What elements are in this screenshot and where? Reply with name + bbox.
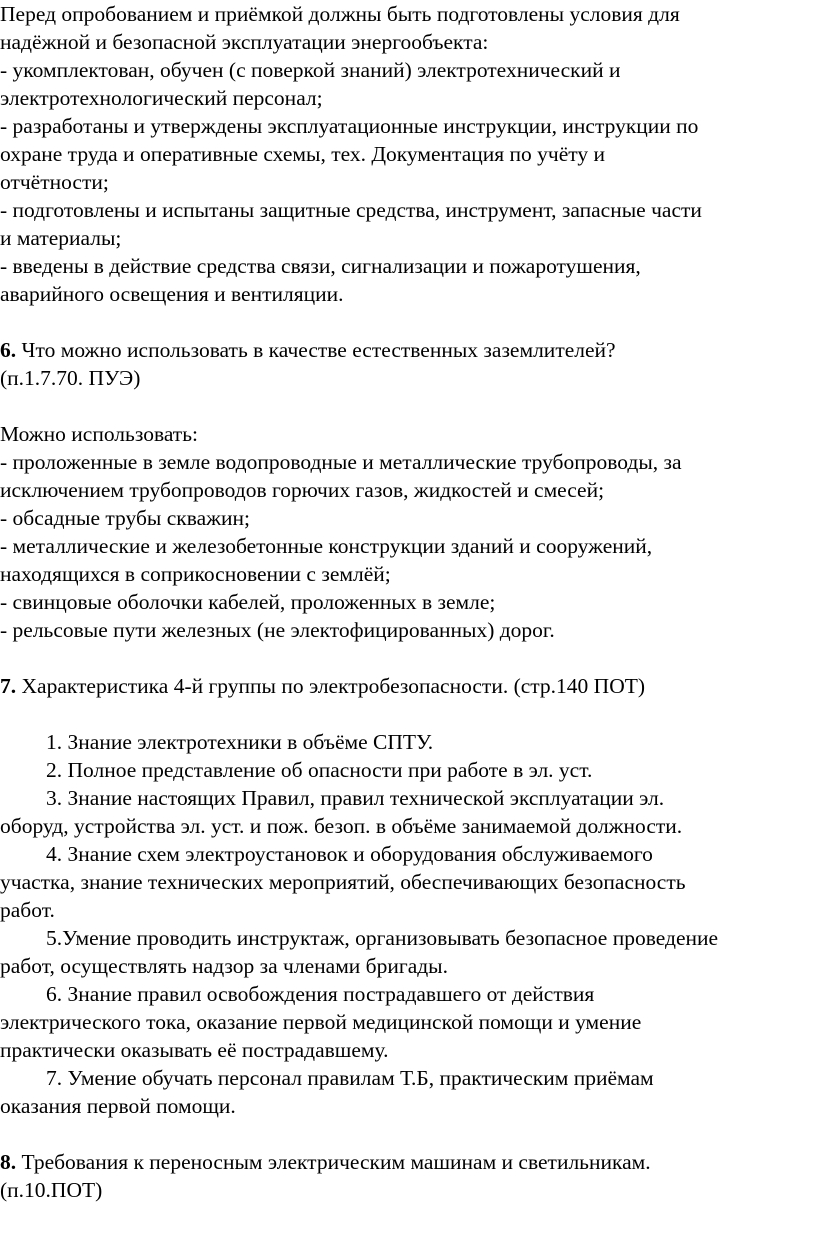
list-item-first-line: 6. Знание правил освобождения пострадавшего от действия	[46, 982, 595, 1006]
text-line: находящихся в соприкосновении с землёй;	[0, 562, 391, 586]
text-line: - металлические и железобетонные конструкции зданий и сооружений,	[0, 534, 653, 558]
list-item-continuation: работ, осуществлять надзор за членами бригады.	[0, 954, 448, 978]
list-item-continuation: оказания первой помощи.	[0, 1094, 236, 1118]
text-line: аварийного освещения и вентиляции.	[0, 282, 344, 306]
question-title-line	[0, 672, 814, 700]
list-item-first-line: 5.Умение проводить инструктаж, организовывать безопасное проведение	[46, 926, 719, 950]
list-item-first-line: 1. Знание электротехники в объёме СПТУ.	[46, 730, 434, 754]
text-line: - проложенные в земле водопроводные и металлические трубопроводы, за	[0, 450, 682, 474]
question-7-heading	[0, 672, 814, 700]
blank-line	[0, 308, 814, 336]
question-6-answer	[0, 420, 814, 644]
list-item-continuation: практически оказывать её пострадавшему.	[0, 1038, 389, 1062]
question-reference: (п.1.7.70. ПУЭ)	[0, 366, 141, 390]
question-number: 8.	[0, 1150, 17, 1174]
text-line: отчётности;	[0, 170, 109, 194]
question-8-heading	[0, 1148, 814, 1204]
question-reference: (п.10.ПОТ)	[0, 1178, 103, 1202]
list-item-first-line: 2. Полное представление об опасности при работе в эл. уст.	[46, 758, 593, 782]
question-6-heading	[0, 336, 814, 392]
text-line: - обсадные трубы скважин;	[0, 506, 250, 530]
blank-line	[0, 392, 814, 420]
list-item	[0, 840, 814, 924]
blank-line	[0, 700, 814, 728]
list-item-continuation: работ.	[0, 898, 55, 922]
list-item	[0, 784, 814, 840]
question-number: 6.	[0, 338, 17, 362]
text-line: - введены в действие средства связи, сигнализации и пожаротушения,	[0, 254, 641, 278]
list-item	[0, 1064, 814, 1120]
text-line: надёжной и безопасной эксплуатации энергообъекта:	[0, 30, 489, 54]
blank-line	[0, 644, 814, 672]
list-item-continuation: электрического тока, оказание первой медицинской помощи и умение	[0, 1010, 642, 1034]
question-title: Характеристика 4-й группы по электробезопасности. (стр.140 ПОТ)	[16, 674, 646, 698]
text-line: - свинцовые оболочки кабелей, проложенных в земле;	[0, 590, 496, 614]
question-number: 7.	[0, 674, 17, 698]
question-title: Что можно использовать в качестве естественных заземлителей?	[16, 338, 616, 362]
list-item	[0, 980, 814, 1064]
text-line: - рельсовые пути железных (не электофицированных) дорог.	[0, 618, 555, 642]
text-line: - укомплектован, обучен (с поверкой знаний) электротехнический и	[0, 58, 621, 82]
list-item-first-line: 7. Умение обучать персонал правилам Т.Б, практическим приёмам	[46, 1066, 654, 1090]
text-line: и материалы;	[0, 226, 122, 250]
text-line: Можно использовать:	[0, 422, 198, 446]
list-item	[0, 728, 814, 756]
list-item-first-line: 4. Знание схем электроустановок и оборудования обслуживаемого	[46, 842, 653, 866]
list-item-first-line: 3. Знание настоящих Правил, правил технической эксплуатации эл.	[46, 786, 665, 810]
text-line: охране труда и оперативные схемы, тех. Документация по учёту и	[0, 142, 606, 166]
text-line: исключением трубопроводов горючих газов, жидкостей и смесей;	[0, 478, 605, 502]
list-item	[0, 756, 814, 784]
question-title-line	[0, 1148, 814, 1176]
text-line: электротехнологический персонал;	[0, 86, 323, 110]
list-item-continuation: участка, знание технических мероприятий, обеспечивающих безопасность	[0, 870, 686, 894]
blank-line	[0, 1120, 814, 1148]
text-line: - подготовлены и испытаны защитные средства, инструмент, запасные части	[0, 198, 702, 222]
question-title: Требования к переносным электрическим машинам и светильникам.	[16, 1150, 651, 1174]
text-line: Перед опробованием и приёмкой должны быть подготовлены условия для	[0, 2, 680, 26]
intro-paragraph	[0, 0, 814, 308]
question-7-list	[0, 728, 814, 1120]
list-item-continuation: оборуд, устройства эл. уст. и пож. безоп. в объёме занимаемой должности.	[0, 814, 683, 838]
list-item	[0, 924, 814, 980]
text-line: - разработаны и утверждены эксплуатационные инструкции, инструкции по	[0, 114, 699, 138]
question-title-line	[0, 336, 814, 364]
